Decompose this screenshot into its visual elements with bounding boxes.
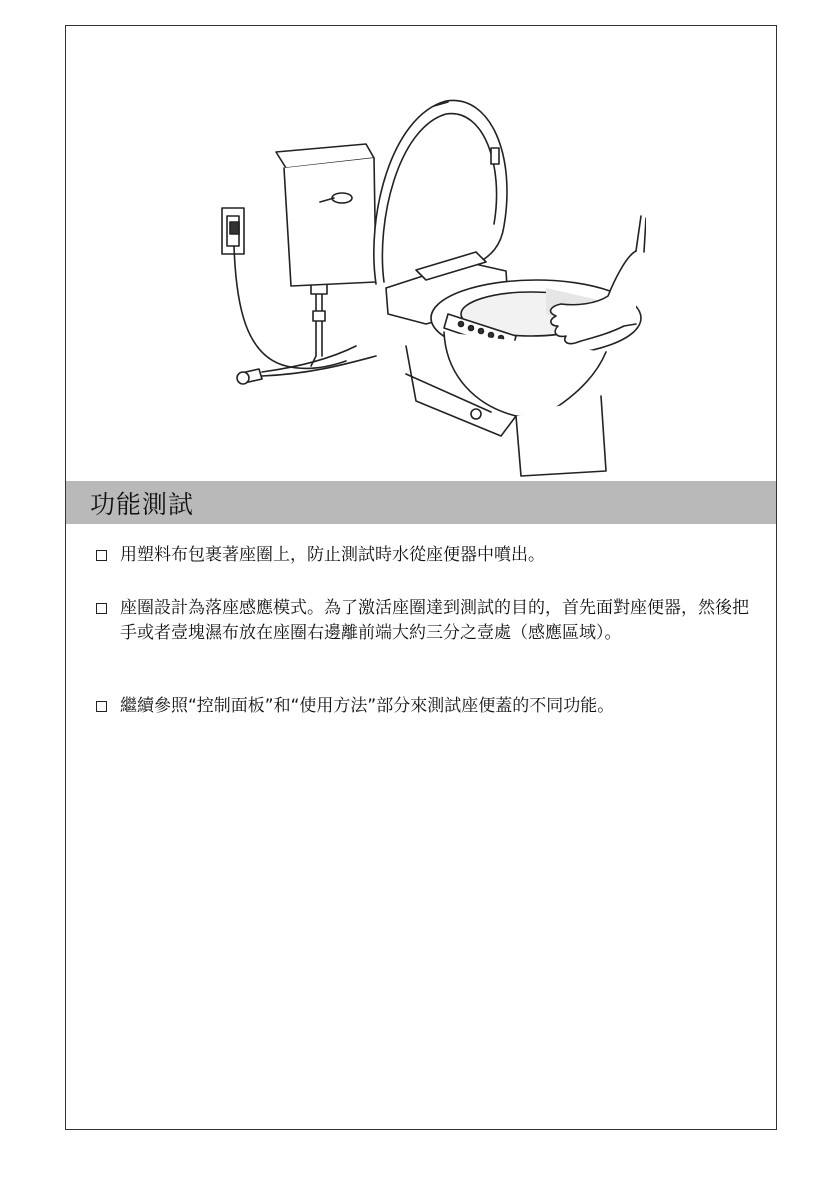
section-title: 功能測試 xyxy=(90,489,195,519)
water-valve-icon xyxy=(237,346,376,384)
wall-outlet-icon xyxy=(222,208,244,254)
section-header xyxy=(66,481,776,524)
hand-icon xyxy=(551,216,646,344)
toilet-bowl-icon xyxy=(406,332,606,476)
page-frame xyxy=(65,25,777,1130)
checkbox-square-icon xyxy=(96,603,107,614)
list-item xyxy=(96,543,756,568)
list-item-text: 繼續參照“控制面板”和“使用方法”部分來測試座便蓋的不同功能。 xyxy=(120,696,615,716)
toilet-tank-icon xyxy=(276,144,376,286)
list-item xyxy=(96,694,756,719)
toilet-function-test-illustration xyxy=(216,56,646,496)
list-item xyxy=(96,596,756,646)
list-item-text: 座圈設計為落座感應模式。為了激活座圈達到測試的目的，首先面對座便器，然後把手或者壹塊濕布放在座圈右邊離前端大約三分之壹處（感應區域）。 xyxy=(120,598,749,643)
list-item-text: 用塑料布包裹著座圈上，防止測試時水從座便器中噴出。 xyxy=(120,545,545,565)
checkbox-square-icon xyxy=(96,701,107,712)
toilet-lid-icon xyxy=(374,100,507,284)
checkbox-square-icon xyxy=(96,550,107,561)
